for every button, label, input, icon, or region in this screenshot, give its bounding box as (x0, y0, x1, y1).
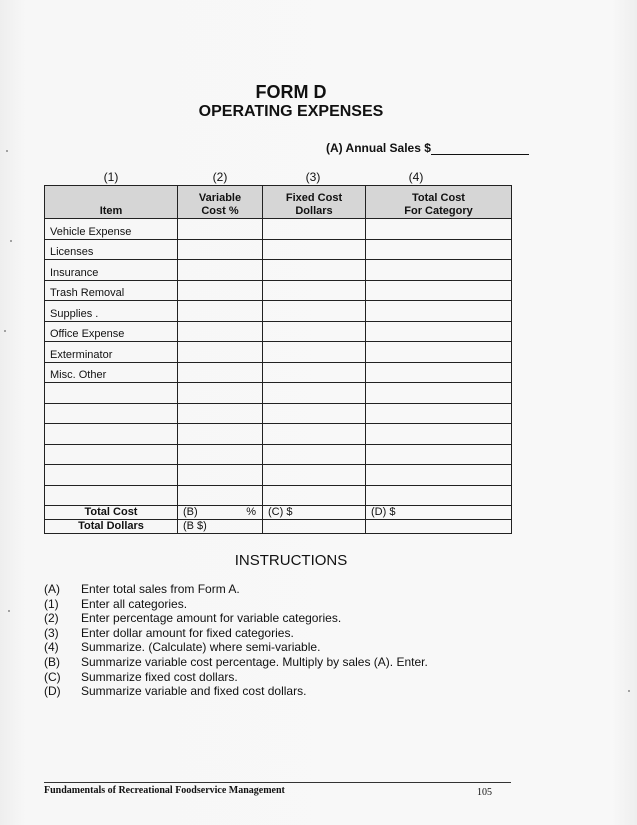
column-number-3: (3) (305, 170, 321, 184)
instruction-line (44, 684, 428, 699)
total-cost-row (45, 506, 512, 520)
total-fixed-cell[interactable]: (C) $ (263, 506, 366, 520)
table-row (45, 219, 512, 240)
instruction-text: Enter all categories. (81, 596, 188, 611)
variable-cost-cell[interactable] (178, 424, 263, 445)
scan-speck (6, 150, 8, 152)
variable-cost-cell[interactable] (178, 403, 263, 424)
expense-table (44, 185, 512, 534)
total-cost-cell[interactable] (366, 424, 512, 445)
table-row (45, 444, 512, 465)
header-item: Item (45, 186, 178, 219)
item-cell[interactable]: Misc. Other (45, 362, 178, 383)
fixed-cost-cell[interactable] (263, 485, 366, 506)
scan-speck (4, 330, 6, 332)
variable-cost-cell[interactable] (178, 444, 263, 465)
fixed-cost-cell[interactable] (263, 260, 366, 281)
table-row (45, 342, 512, 363)
item-cell[interactable] (45, 485, 178, 506)
annual-sales-label: (A) Annual Sales $ (326, 141, 431, 155)
item-cell[interactable] (45, 465, 178, 486)
item-cell[interactable] (45, 424, 178, 445)
instruction-line (44, 640, 428, 655)
form-title: FORM D (255, 82, 327, 102)
instruction-key: (4) (44, 640, 59, 655)
variable-cost-cell[interactable] (178, 239, 263, 260)
instruction-line (44, 611, 428, 626)
total-variable-cell[interactable]: (B) % (178, 506, 263, 520)
instruction-text: Summarize fixed cost dollars. (81, 669, 238, 684)
instruction-line (44, 626, 428, 641)
variable-cost-cell[interactable] (178, 465, 263, 486)
table-row (45, 280, 512, 301)
item-cell[interactable] (45, 444, 178, 465)
item-cell[interactable]: Licenses (45, 239, 178, 260)
variable-cost-cell[interactable] (178, 321, 263, 342)
instruction-text: Summarize. (Calculate) where semi-variable. (81, 640, 321, 655)
total-cost-cell[interactable] (366, 260, 512, 281)
fixed-cost-cell[interactable] (263, 362, 366, 383)
instruction-key: (D) (44, 684, 61, 699)
scan-speck (628, 690, 630, 692)
item-cell[interactable] (45, 403, 178, 424)
total-dollars-row (45, 520, 512, 534)
item-cell[interactable]: Trash Removal (45, 280, 178, 301)
instruction-line (44, 582, 428, 597)
table-row (45, 301, 512, 322)
annual-sales-field (326, 141, 529, 155)
fixed-cost-cell[interactable] (263, 465, 366, 486)
variable-cost-cell[interactable] (178, 301, 263, 322)
table-row (45, 239, 512, 260)
total-dollars-fixed-cell[interactable] (263, 520, 366, 534)
fixed-cost-cell[interactable] (263, 301, 366, 322)
instructions-list (44, 582, 428, 699)
total-cost-cell[interactable] (366, 444, 512, 465)
item-cell[interactable]: Vehicle Expense (45, 219, 178, 240)
fixed-cost-cell[interactable] (263, 321, 366, 342)
scan-speck (8, 610, 10, 612)
fixed-cost-cell[interactable] (263, 403, 366, 424)
total-cost-label: Total Cost (45, 506, 178, 520)
table-row (45, 383, 512, 404)
header-total-cost: Total Cost For Category (366, 186, 512, 219)
total-cost-cell[interactable] (366, 465, 512, 486)
fixed-cost-cell[interactable] (263, 280, 366, 301)
fixed-cost-cell[interactable] (263, 424, 366, 445)
table-row (45, 465, 512, 486)
column-number-4: (4) (408, 170, 424, 184)
table-row (45, 485, 512, 506)
fixed-cost-cell[interactable] (263, 219, 366, 240)
total-cost-cell[interactable] (366, 219, 512, 240)
instruction-text: Enter dollar amount for fixed categories. (81, 625, 294, 640)
instruction-line (44, 670, 428, 685)
instruction-key: (1) (44, 596, 59, 611)
total-category-cell[interactable]: (D) $ (366, 506, 512, 520)
table-row (45, 403, 512, 424)
page-number: 105 (477, 787, 492, 798)
variable-cost-cell[interactable] (178, 219, 263, 240)
total-cost-cell[interactable] (366, 403, 512, 424)
instruction-key: (2) (44, 611, 59, 626)
column-number-2: (2) (212, 170, 228, 184)
total-cost-cell[interactable] (366, 342, 512, 363)
total-cost-cell[interactable] (366, 321, 512, 342)
table-row (45, 260, 512, 281)
total-cost-cell[interactable] (366, 280, 512, 301)
total-cost-cell[interactable] (366, 383, 512, 404)
instruction-text: Enter percentage amount for variable categories. (81, 611, 342, 626)
form-subtitle: OPERATING EXPENSES (198, 103, 384, 120)
annual-sales-blank[interactable] (431, 142, 529, 155)
variable-cost-cell[interactable] (178, 280, 263, 301)
fixed-cost-cell[interactable] (263, 383, 366, 404)
total-cost-cell[interactable] (366, 301, 512, 322)
instruction-key: (3) (44, 625, 59, 640)
item-cell[interactable]: Office Expense (45, 321, 178, 342)
table-header-row (45, 186, 512, 219)
footer-book-title: Fundamentals of Recreational Foodservice Management (44, 785, 285, 796)
instructions-heading: INSTRUCTIONS (234, 552, 348, 569)
fixed-cost-cell[interactable] (263, 444, 366, 465)
total-cost-cell[interactable] (366, 362, 512, 383)
table-row (45, 424, 512, 445)
instruction-key: (C) (44, 669, 61, 684)
variable-cost-cell[interactable] (178, 362, 263, 383)
fixed-cost-cell[interactable] (263, 342, 366, 363)
total-dollars-variable-cell[interactable]: (B $) (178, 520, 263, 534)
instruction-text: Enter total sales from Form A. (81, 582, 240, 596)
total-dollars-label: Total Dollars (45, 520, 178, 534)
table-row (45, 321, 512, 342)
instruction-key: (B) (44, 654, 60, 669)
fixed-cost-cell[interactable] (263, 239, 366, 260)
scan-speck (10, 240, 12, 242)
instruction-text: Summarize variable cost percentage. Multiply by sales (A). Enter. (81, 654, 428, 669)
item-cell[interactable]: Exterminator (45, 342, 178, 363)
variable-cost-cell[interactable] (178, 342, 263, 363)
item-cell[interactable]: Insurance (45, 260, 178, 281)
total-cost-cell[interactable] (366, 239, 512, 260)
header-variable-cost: Variable Cost % (178, 186, 263, 219)
table-row (45, 362, 512, 383)
instruction-line (44, 597, 428, 612)
total-cost-cell[interactable] (366, 485, 512, 506)
footer-rule (44, 782, 511, 783)
variable-cost-cell[interactable] (178, 485, 263, 506)
header-fixed-cost: Fixed Cost Dollars (263, 186, 366, 219)
item-cell[interactable]: Supplies . (45, 301, 178, 322)
instruction-line (44, 655, 428, 670)
item-cell[interactable] (45, 383, 178, 404)
instruction-key: (A) (44, 582, 60, 596)
variable-cost-cell[interactable] (178, 260, 263, 281)
total-dollars-category-cell[interactable] (366, 520, 512, 534)
column-number-1: (1) (103, 170, 119, 184)
variable-cost-cell[interactable] (178, 383, 263, 404)
instruction-text: Summarize variable and fixed cost dollars. (81, 684, 307, 699)
